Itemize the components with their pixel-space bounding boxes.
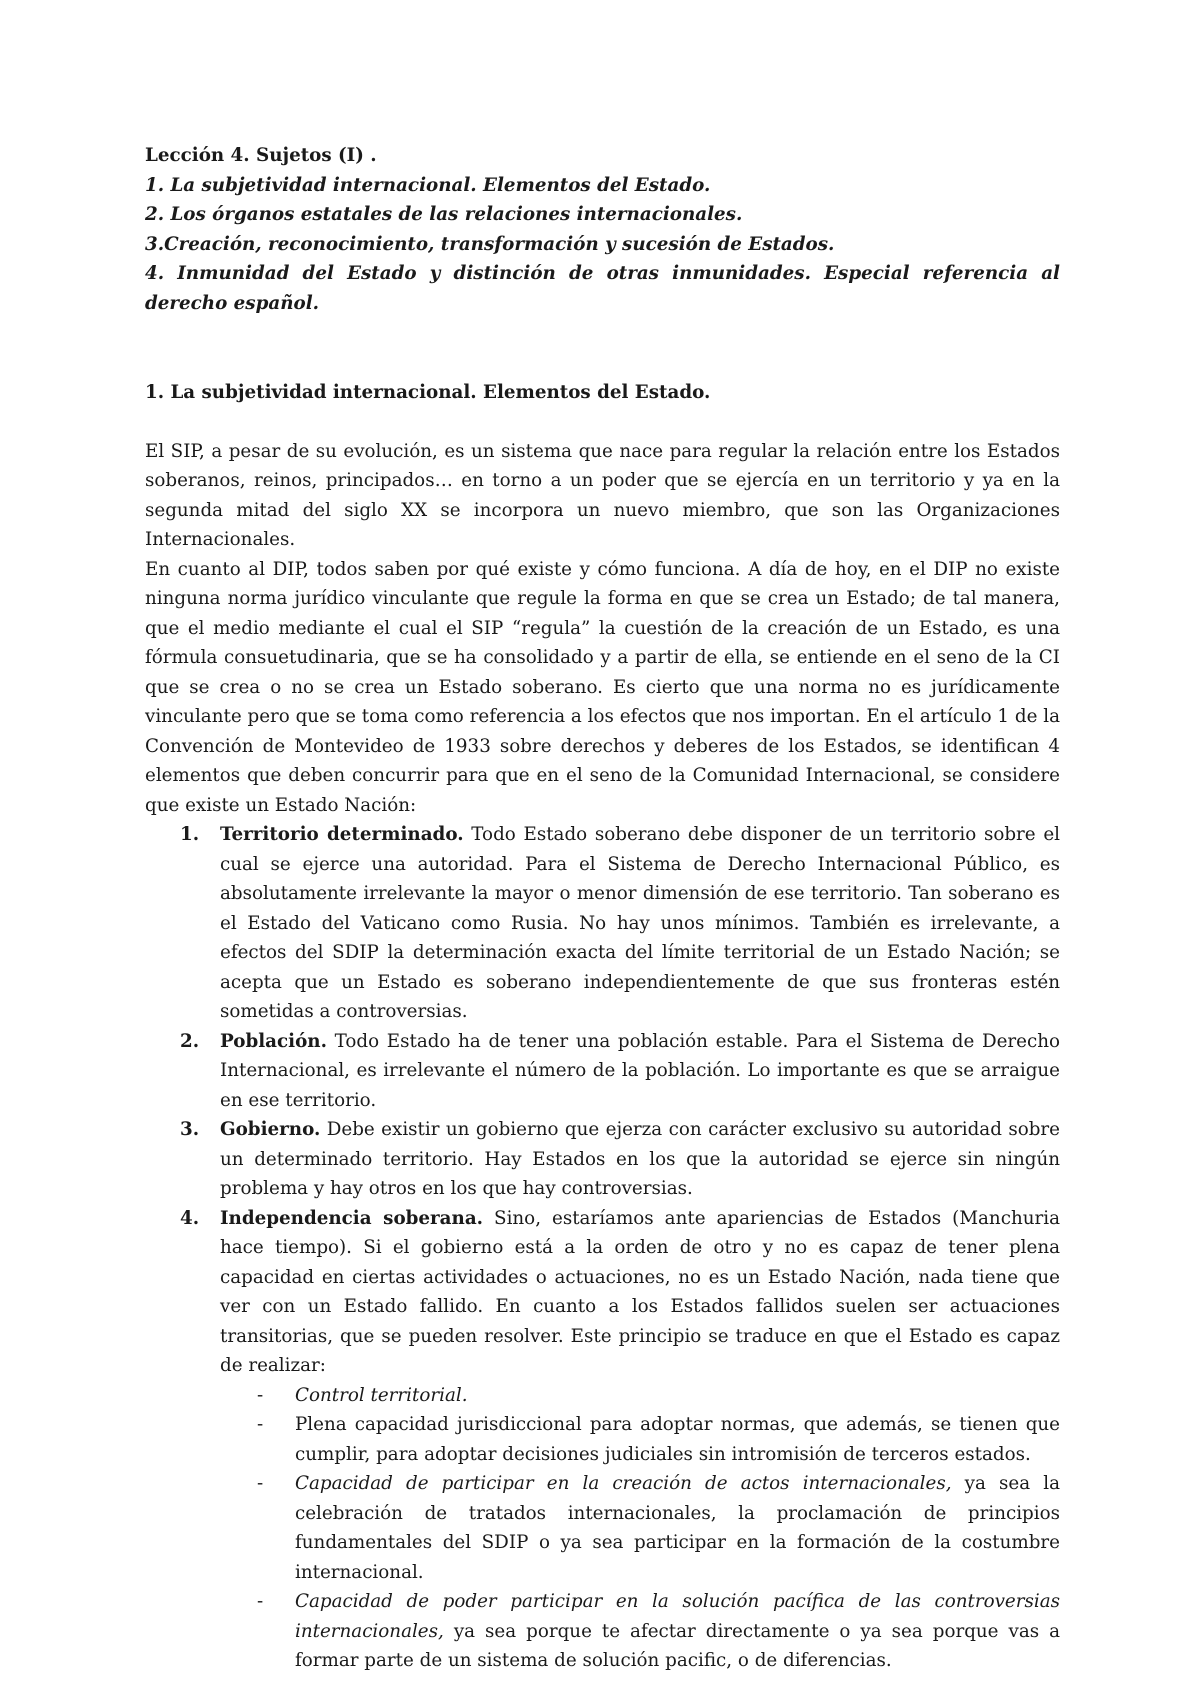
topic-3: 3.Creación, reconocimiento, transformación y sucesión de Estados. — [145, 233, 835, 255]
element-term: Independencia soberana. — [220, 1207, 484, 1229]
list-item — [257, 1587, 1060, 1676]
topic-4: 4. Inmunidad del Estado y distinción de otras inmunidades. Especial referencia al derecho español. — [145, 263, 1060, 314]
dash-bullet: - — [257, 1384, 264, 1406]
capacity-text: Plena capacidad jurisdiccional para adoptar normas, que además, se tienen que cumplir, para adoptar decisiones judiciales sin intromisión de terceros estados. — [295, 1414, 1060, 1465]
capacity-italic: Control territorial. — [295, 1384, 468, 1406]
state-elements-list — [145, 820, 1060, 1676]
paragraph-dip: En cuanto al DIP, todos saben por qué existe y cómo funciona. A día de hoy, en el DIP no existe ninguna norma jurídico vinculante que regule la forma en que se crea un Estado; de tal manera, que el medio mediante el cual el SIP “regula” la cuestión de la creación de un Estado, es una fórmula consuetudinaria, que se ha consolidado y a partir de ella, se entiende en el seno de la CI que se crea o no se crea un Estado soberano. Es cierto que una norma no es jurídicamente vinculante pero que se toma como referencia a los efectos que nos importan. En el artículo 1 de la Convención de Montevideo de 1933 sobre derechos y deberes de los Estados, se identifican 4 elementos que deben concurrir para que en el seno de la Comunidad Internacional, se considere que existe un Estado Nación: — [145, 558, 1060, 816]
element-text: Sino, estaríamos ante apariencias de Estados (Manchuria hace tiempo). Si el gobierno está a la orden de otro y no es capaz de tener plena capacidad en ciertas actividades o actuaciones, no es un Estado Nación, nada tiene que ver con un Estado fallido. En cuanto a los Estados fallidos suelen ser actuaciones transitorias, que se pueden resolver. Este principio se traduce en que el Estado es capaz de realizar: — [220, 1207, 1060, 1376]
topic-2: 2. Los órganos estatales de las relaciones internacionales. — [145, 204, 743, 225]
list-item-territorio — [180, 820, 1060, 1027]
spacer — [145, 408, 1060, 437]
element-term: Gobierno. — [220, 1119, 321, 1140]
capacities-list — [220, 1381, 1060, 1676]
list-item — [257, 1410, 1060, 1469]
list-item — [257, 1381, 1060, 1411]
capacity-text: ya sea porque te afectar directamente o ya sea porque vas a formar parte de un sistema de solución pacific, o de diferencias. — [295, 1620, 1060, 1671]
list-number: 3. — [180, 1119, 200, 1140]
list-item-poblacion — [180, 1027, 1060, 1116]
element-text: Todo Estado ha de tener una población estable. Para el Sistema de Derecho Internacional, es irrelevante el número de la población. Lo importante es que se arraigue en ese territorio. — [220, 1030, 1060, 1111]
list-item-independencia — [180, 1204, 1060, 1676]
dash-bullet: - — [257, 1591, 264, 1612]
spacer — [145, 318, 1060, 378]
element-text: Todo Estado soberano debe disponer de un territorio sobre el cual se ejerce una autoridad. Para el Sistema de Derecho Internacional Público, es absolutamente irrelevante la mayor o menor dimensión de ese territorio. Tan soberano es el Estado del Vaticano como Rusia. No hay unos mínimos. También es irrelevante, a efectos del SDIP la determinación exacta del límite territorial de un Estado Nación; se acepta que un Estado es soberano independientemente de que sus fronteras estén sometidas a controversias. — [220, 824, 1060, 1022]
element-term: Población. — [220, 1030, 327, 1052]
dash-bullet: - — [257, 1473, 264, 1494]
document-page — [145, 141, 1060, 1676]
paragraph-sip: El SIP, a pesar de su evolución, es un sistema que nace para regular la relación entre los Estados soberanos, reinos, principados… en torno a un poder que se ejercía en un territorio y ya en la segunda mitad del siglo XX se incorpora un nuevo miembro, que son las Organizaciones Internacionales. — [145, 440, 1060, 550]
list-number: 1. — [180, 824, 200, 845]
list-number: 2. — [180, 1030, 200, 1052]
list-item-gobierno — [180, 1115, 1060, 1204]
dash-bullet: - — [257, 1414, 264, 1435]
element-text: Debe existir un gobierno que ejerza con carácter exclusivo su autoridad sobre un determinado territorio. Hay Estados en los que la autoridad se ejerce sin ningún problema y hay otros en los que hay controversias. — [220, 1119, 1060, 1199]
section-heading: 1. La subjetividad internacional. Elementos del Estado. — [145, 382, 711, 403]
capacity-text: ya sea la celebración de tratados internacionales, la proclamación de principios fundamentales del SDIP o ya sea participar en la formación de la costumbre internacional. — [295, 1473, 1060, 1583]
list-item — [257, 1469, 1060, 1587]
lesson-title: Lección 4. Sujetos (I) . — [145, 145, 377, 166]
capacity-italic: Capacidad de poder participar en la solución pacífica de las controversias internacionales, — [295, 1591, 1060, 1642]
list-number: 4. — [180, 1207, 200, 1229]
topic-1: 1. La subjetividad internacional. Elementos del Estado. — [145, 174, 711, 196]
element-term: Territorio determinado. — [220, 824, 464, 845]
capacity-italic: Capacidad de participar en la creación de actos internacionales, — [295, 1473, 952, 1494]
